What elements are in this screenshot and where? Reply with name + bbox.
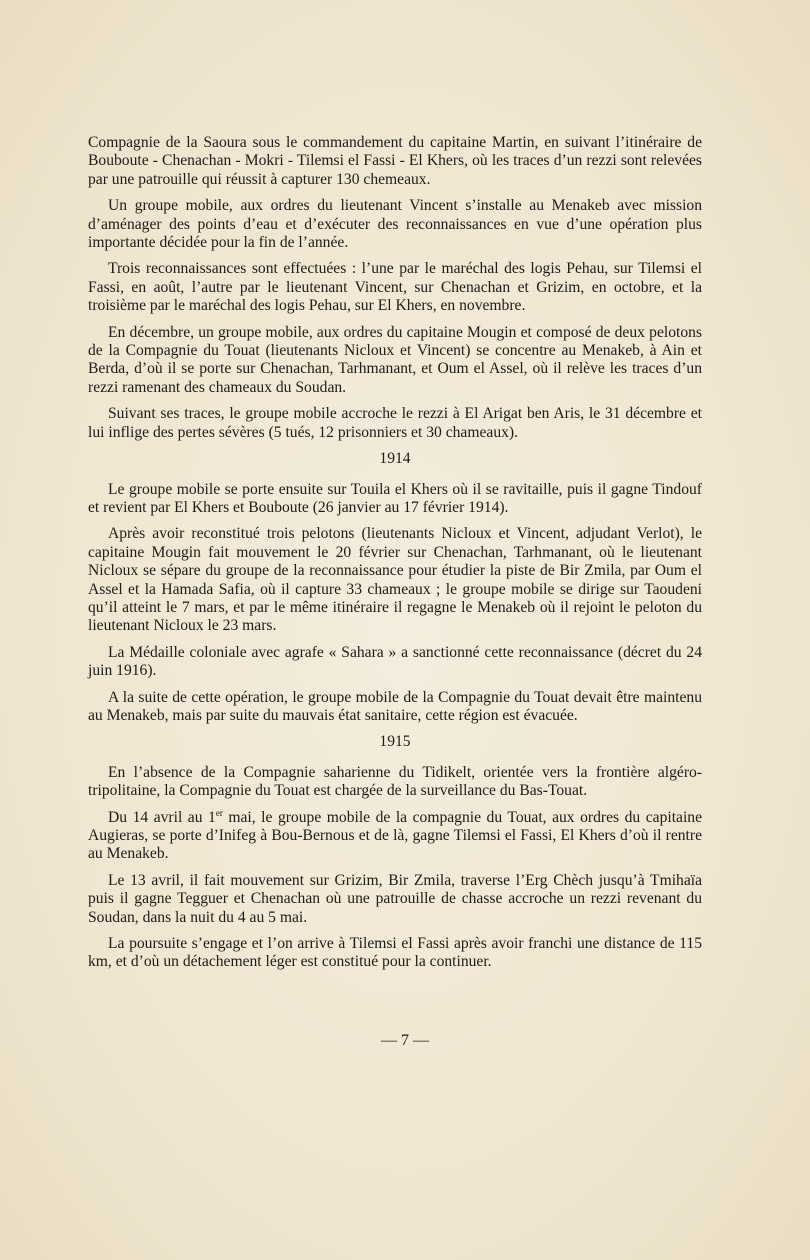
paragraph-text: mai, le groupe mobile de la compagnie du Touat, aux ordres du capitaine Augieras, se porte d’Inifeg à Bou-Bernous et de là, gagne Tilemsi el Fassi, El Khers d’où il rentre au Menakeb. bbox=[88, 808, 703, 863]
paragraph: Compagnie de la Saoura sous le commandement du capitaine Martin, en suivant l’itinéraire de Bouboute - Chenachan - Mokri - Tilemsi el Fassi - El Khers, où les traces d’un rezzi sont relevées par une patrouille qui réussit à capturer 130 chemeaux. bbox=[88, 134, 702, 188]
paragraph: Un groupe mobile, aux ordres du lieutenant Vincent s’installe au Menakeb avec mission d’aménager des points d’eau et d’exécuter des reconnaissances en vue d’une opération plus importante décidée pour la fin de l’année. bbox=[88, 197, 702, 252]
body-text bbox=[88, 134, 702, 980]
paragraph: En l’absence de la Compagnie saharienne du Tidikelt, orientée vers la frontière algéro-tripolitaine, la Compagnie du Touat est chargée de la surveillance du Bas-Touat. bbox=[88, 763, 702, 800]
paragraph: Suivant ses traces, le groupe mobile accroche le rezzi à El Arigat ben Aris, le 31 décembre et lui inflige des pertes sévères (5 tués, 12 prisonniers et 30 chameaux). bbox=[88, 405, 702, 441]
paragraph bbox=[88, 809, 702, 864]
paragraph-text: Du 14 avril au 1 bbox=[108, 808, 216, 826]
paragraph: Le groupe mobile se porte ensuite sur Touila el Khers où il se ravitaille, puis il gagne Tindouf et revient par El Khers et Bouboute (26 janvier au 17 février 1914). bbox=[88, 480, 702, 516]
paragraph: Le 13 avril, il fait mouvement sur Grizim, Bir Zmila, traverse l’Erg Chèch jusqu’à Tmihaïa puis il gagne Tegguer et Chenachan où une patrouille de chasse accroche un rezzi revenant du Soudan, dans la nuit du 4 au 5 mai. bbox=[88, 871, 702, 926]
paragraph: La poursuite s’engage et l’on arrive à Tilemsi el Fassi après avoir franchi une distance de 115 km, et d’où un détachement léger est constitué pour la continuer. bbox=[88, 935, 702, 971]
year-heading-1914: 1914 bbox=[379, 450, 411, 468]
paragraph: En décembre, un groupe mobile, aux ordres du capitaine Mougin et composé de deux pelotons de la Compagnie du Touat (lieutenants Nicloux et Vincent) se concentre au Menakeb, à Ain et Berda, d’où il se porte sur Chenachan, Tarhmanant, et Oum el Assel, où il relève les traces d’un rezzi ramenant des chameaux du Soudan. bbox=[88, 323, 702, 396]
paragraph: Après avoir reconstitué trois pelotons (lieutenants Nicloux et Vincent, adjudant Verlot), le capitaine Mougin fait mouvement le 20 février sur Chenachan, Tarhmanant, où le lieutenant Nicloux se sépare du groupe de la reconnaissance pour étudier la piste de Bir Zmila, par Oum el Assel et la Hamada Safia, où il capture 33 chameaux ; le groupe mobile se dirige sur Taoudeni qu’il atteint le 7 mars, et par le même itinéraire il regagne le Menakeb où il rejoint le peloton du lieutenant Nicloux le 23 mars. bbox=[88, 525, 702, 635]
paragraph: A la suite de cette opération, le groupe mobile de la Compagnie du Touat devait être maintenu au Menakeb, mais par suite du mauvais état sanitaire, cette région est évacuée. bbox=[88, 688, 702, 724]
year-heading-1915: 1915 bbox=[379, 733, 411, 751]
paragraph: Trois reconnaissances sont effectuées : l’une par le maréchal des logis Pehau, sur Tilemsi el Fassi, en août, l’autre par le lieutenant Vincent, sur Chenachan et Grizim, en octobre, et la troisième par le maréchal des logis Pehau, sur El Khers, en novembre. bbox=[88, 260, 702, 315]
paragraph: La Médaille coloniale avec agrafe « Sahara » a sanctionné cette reconnaissance (décret du 24 juin 1916). bbox=[88, 643, 702, 680]
superscript: er bbox=[215, 807, 223, 818]
page-number: — 7 — bbox=[381, 1032, 429, 1049]
